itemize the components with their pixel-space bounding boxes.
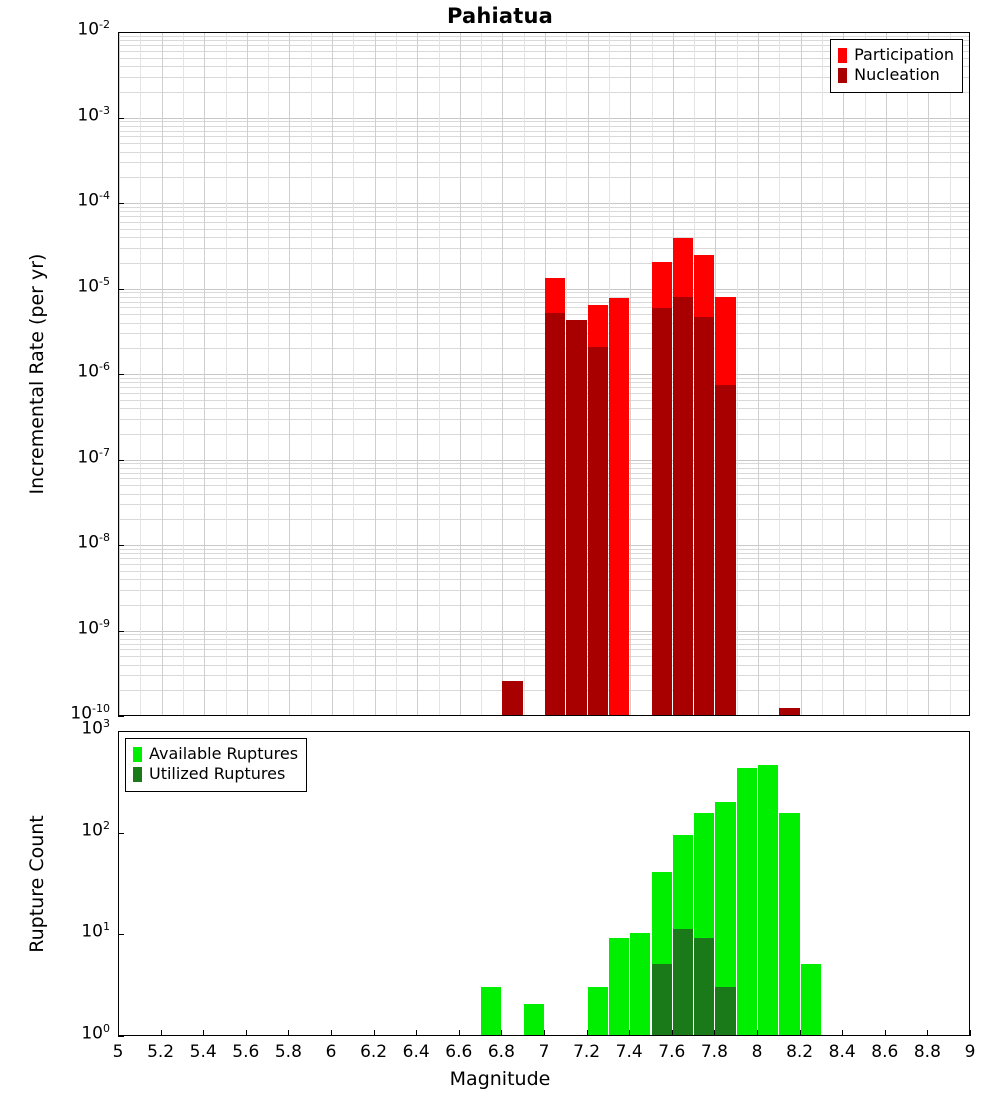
x-tick-label: 9 [964,1042,976,1062]
y-tickmark-top [118,374,124,375]
x-tick-label: 6.2 [360,1042,388,1062]
y-tickmark-top [118,460,124,461]
x-tick-label: 5 [112,1042,124,1062]
x-tick-label: 6.8 [487,1042,515,1062]
legend-label: Available Ruptures [149,744,299,763]
bar-incremental-rate-nucleation [673,297,693,715]
legend-label: Nucleation [854,65,940,85]
x-tick-label: 6.4 [402,1042,430,1062]
bar-rupture-count-utilized-ruptures [694,938,714,1035]
bar-incremental-rate-nucleation [588,347,608,715]
bar-incremental-rate-nucleation [545,313,565,715]
x-tick-label: 8.6 [871,1042,899,1062]
x-tick-label: 7.2 [573,1042,601,1062]
available-ruptures-swatch-icon [133,747,142,762]
y-tickmark-top [118,118,124,119]
x-tick-label: 6.6 [445,1042,473,1062]
legend-label: Participation [854,45,954,64]
y-axis-title-bottom: Rupture Count [26,814,48,953]
y-tick-label-bottom: $10^2$ [81,818,110,841]
x-tick-label: 7 [538,1042,550,1062]
y-tickmark-bottom [118,833,124,834]
legend-label: Utilized Ruptures [149,764,286,784]
nucleation-swatch-icon [838,68,847,83]
y-tick-label-bottom: $10^0$ [81,1022,110,1044]
bar-rupture-count-available-ruptures [758,765,778,1035]
y-tickmark-top [118,545,124,546]
legend-item-participation [838,45,954,65]
bar-rupture-count-available-ruptures [588,987,608,1036]
y-tick-label-bottom: $10^1$ [81,920,110,942]
x-tickmark [885,1030,886,1036]
x-tickmark [331,1030,332,1036]
x-tick-label: 8 [751,1042,763,1062]
y-tick-label-top: $10^{-7}$ [77,445,110,468]
legend-item-utilized-ruptures [133,764,298,784]
x-tickmark [203,1030,204,1036]
bar-rupture-count-available-ruptures [801,964,821,1035]
y-tickmark-top [118,32,124,33]
y-tickmark-top [118,289,124,290]
x-axis-title: Magnitude [449,1068,551,1090]
rupture-count-plot [118,731,970,1036]
x-tick-label: 8.2 [786,1042,814,1062]
x-tickmark [374,1030,375,1036]
y-tickmark-top [118,631,124,632]
incremental-rate-plot [118,32,970,716]
y-tick-label-top: $10^{-2}$ [77,18,110,40]
x-tick-label: 7.8 [700,1042,728,1062]
x-tick-label: 5.8 [274,1042,302,1062]
utilized-ruptures-swatch-icon [133,767,142,782]
x-tickmark [970,1030,971,1036]
x-tick-label: 8.8 [913,1042,941,1062]
bar-incremental-rate-participation [609,298,629,715]
y-tick-label-bottom: $10^3$ [81,717,110,739]
y-tick-label-top: $10^{-6}$ [77,360,110,382]
y-tickmark-bottom [118,934,124,935]
x-tick-label: 6 [325,1042,337,1062]
legend-rupture-count [125,738,307,792]
page-title: Pahiatua [446,4,554,28]
x-tick-label: 7.6 [658,1042,686,1062]
legend-item-nucleation [838,65,954,85]
bar-incremental-rate-nucleation [779,708,799,715]
y-tickmark-top [118,203,124,204]
x-tickmark [288,1030,289,1036]
bar-rupture-count-available-ruptures [524,1004,544,1035]
y-tick-label-top: $10^{-8}$ [77,531,110,553]
x-tick-label: 7.4 [615,1042,643,1062]
bar-rupture-count-available-ruptures [481,987,501,1036]
x-tickmark [927,1030,928,1036]
x-tickmark [118,1030,119,1036]
y-tickmark-top [118,716,124,717]
y-tick-label-top: $10^{-3}$ [77,103,110,126]
y-axis-title-top: Incremental Rate (per yr) [26,253,48,495]
x-tickmark [416,1030,417,1036]
bar-incremental-rate-nucleation [715,385,735,715]
participation-swatch-icon [838,48,847,63]
x-tickmark [246,1030,247,1036]
y-tick-label-top: $10^{-9}$ [77,616,110,639]
x-tick-label: 5.2 [147,1042,175,1062]
x-tick-label: 8.4 [828,1042,856,1062]
y-tick-label-top: $10^{-4}$ [77,189,110,211]
legend-incremental-rate [830,39,963,93]
bar-incremental-rate-nucleation [694,317,714,715]
bar-incremental-rate-nucleation [566,320,586,715]
x-tickmark [459,1030,460,1036]
bar-rupture-count-utilized-ruptures [715,987,735,1036]
y-tick-label-top: $10^{-10}$ [70,702,110,724]
x-tickmark [544,1030,545,1036]
x-tickmark [161,1030,162,1036]
legend-item-available-ruptures [133,744,298,764]
x-tickmark [501,1030,502,1036]
y-tickmark-bottom [118,731,124,732]
x-tick-label: 5.4 [189,1042,217,1062]
bar-incremental-rate-nucleation [652,308,672,715]
bar-incremental-rate-nucleation [502,681,522,715]
y-tick-label-top: $10^{-5}$ [77,274,110,297]
bar-rupture-count-available-ruptures [609,938,629,1035]
y-tickmark-bottom [118,1036,124,1037]
bars-top [119,33,969,715]
bar-rupture-count-available-ruptures [737,768,757,1035]
x-tickmark [842,1030,843,1036]
x-tick-label: 5.6 [232,1042,260,1062]
bar-rupture-count-available-ruptures [630,933,650,1035]
bar-rupture-count-utilized-ruptures [652,964,672,1035]
bar-rupture-count-available-ruptures [779,813,799,1035]
bar-rupture-count-utilized-ruptures [673,929,693,1035]
